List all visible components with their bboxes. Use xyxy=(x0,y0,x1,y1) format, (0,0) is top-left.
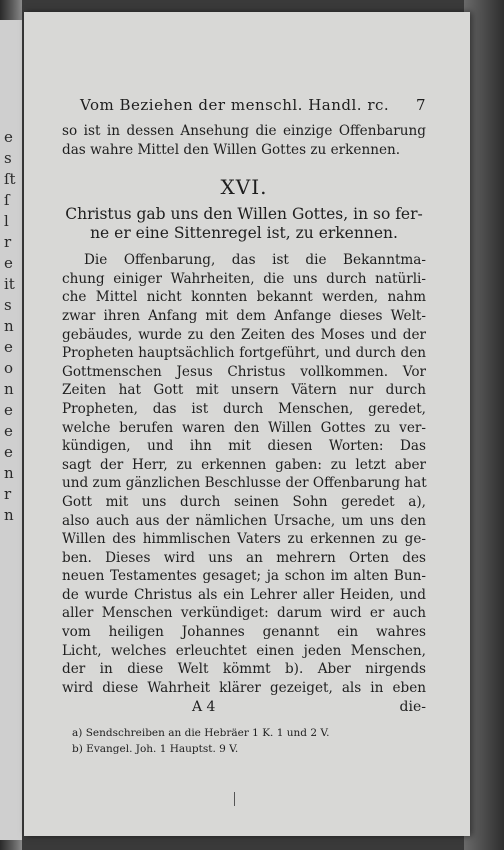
page-content xyxy=(62,96,426,757)
section-title-line: ne er eine Sittenregel ist, zu erkennen. xyxy=(90,224,398,243)
text-line: so ist in dessen Ansehung die einzige Offenbarung xyxy=(62,123,426,139)
section-number: XVI. xyxy=(220,175,268,200)
previous-page-char: o xyxy=(4,359,14,377)
text-line: Licht, welches erleuchtet einen jeden Menschen, xyxy=(62,642,426,659)
previous-page-char: e xyxy=(4,422,13,440)
text-line: und zum gänzlichen Beschlusse der Offenbarung hat xyxy=(62,475,427,492)
previous-page-char: e xyxy=(4,401,13,419)
previous-page-char: s xyxy=(4,149,12,167)
page-mark xyxy=(234,792,235,806)
text-line: zwar ihren Anfang mit dem Anfange dieses Welt- xyxy=(62,307,426,324)
text-line: aller Menschen verkündiget: darum wird er auch xyxy=(62,605,426,622)
text-line: Willen des himmlischen Vaters zu erkennen zu ge- xyxy=(62,531,426,548)
running-head xyxy=(62,96,426,114)
book-page xyxy=(24,12,470,836)
previous-page-char: r xyxy=(4,485,12,503)
previous-page-char: e xyxy=(4,338,13,356)
footnote: a) Sendschreiben an die Hebräer 1 K. 1 und 2 V. xyxy=(72,727,330,740)
text-line: chung einiger Wahrheiten, die uns durch natürli- xyxy=(62,270,426,287)
signature-row xyxy=(62,699,426,715)
text-line: also auch aus der nämlichen Ursache, um uns den xyxy=(62,512,426,529)
previous-page-char: e xyxy=(4,128,13,146)
previous-page-char: s xyxy=(4,296,12,314)
intro-paragraph xyxy=(62,122,426,159)
page-stack-edge xyxy=(464,0,504,850)
text-line: welche berufen waren den Willen Gottes zu ver- xyxy=(62,419,426,436)
text-line: wird diese Wahrheit klärer gezeiget, als in eben xyxy=(62,679,426,696)
text-line: Propheten hauptsächlich fortgeführt, und durch den xyxy=(62,345,426,362)
text-line: Propheten, das ist durch Menschen, geredet, xyxy=(62,400,426,417)
previous-page-edge xyxy=(0,20,22,840)
text-line: che Mittel nicht konnten bekannt werden, nahm xyxy=(62,289,426,306)
text-line: der in diese Welt kömmt b). Aber nirgends xyxy=(62,661,426,678)
text-line: das wahre Mittel den Willen Gottes zu erkennen. xyxy=(62,141,401,158)
previous-page-char: n xyxy=(4,506,14,524)
section-title-line: Christus gab uns den Willen Gottes, in so fer- xyxy=(65,205,423,224)
previous-page-char: r xyxy=(4,233,12,251)
section-title xyxy=(62,205,426,243)
page-number: 7 xyxy=(415,96,426,114)
text-line: Gottmenschen Jesus Christus vollkommen. Vor xyxy=(62,363,426,380)
body-paragraph xyxy=(62,251,426,697)
text-line: gebäudes, wurde zu den Zeiten des Moses und der xyxy=(62,326,426,343)
previous-page-char: n xyxy=(4,464,14,482)
previous-page-char: ſt xyxy=(4,170,16,188)
previous-page-char: ſ xyxy=(4,191,10,209)
text-line: Die Offenbarung, das ist die Bekanntma- xyxy=(84,252,426,269)
text-line: de wurde Christus als ein Lehrer aller Heiden, und xyxy=(62,586,426,603)
footnotes xyxy=(62,725,426,757)
previous-page-char: n xyxy=(4,317,14,335)
previous-page-char: e xyxy=(4,443,13,461)
text-line: Zeiten hat Gott mit unsern Vätern nur durch xyxy=(62,382,426,399)
catchword: die- xyxy=(399,699,426,716)
text-line: Gott mit uns durch seinen Sohn geredet a), xyxy=(62,493,426,510)
signature-mark: A 4 xyxy=(192,699,216,716)
text-line: vom heiligen Johannes genannt ein wahres xyxy=(62,624,426,641)
text-line: sagt der Herr, zu erkennen gaben: zu letzt aber xyxy=(62,456,426,473)
previous-page-char: it xyxy=(4,275,15,293)
previous-page-char: n xyxy=(4,380,14,398)
text-line: ben. Dieses wird uns an mehrern Orten des xyxy=(62,549,426,566)
text-line: kündigen, und ihn mit diesen Worten: Das xyxy=(62,438,426,455)
previous-page-char: e xyxy=(4,254,13,272)
previous-page-char: l xyxy=(4,212,9,230)
footnote: b) Evangel. Joh. 1 Hauptst. 9 V. xyxy=(72,743,239,756)
running-head-title: Vom Beziehen der menschl. Handl. rc. xyxy=(80,96,390,114)
text-line: neuen Testamentes gesaget; ja schon im alten Bun- xyxy=(62,568,426,585)
